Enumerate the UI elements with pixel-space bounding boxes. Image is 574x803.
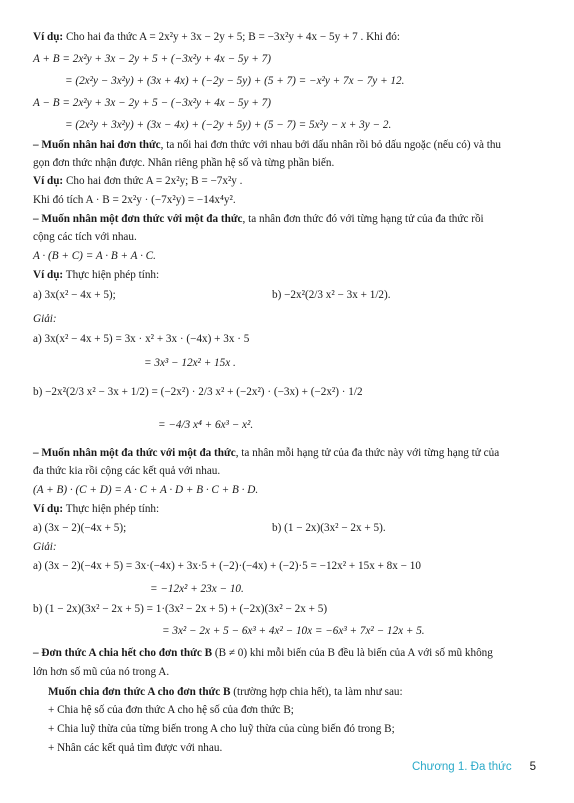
text-line-l16: Giải: [33, 313, 57, 325]
text-line-l35: + Chia hệ số của đơn thức A cho hệ số của đơn thức B; [48, 704, 294, 716]
text-line-l10: – Muốn nhân một đơn thức với một đa thức, ta nhân đơn thức đó với từng hạng tử của đa thức rồi [33, 213, 484, 225]
text-line-l28: a) (3x − 2)(−4x + 5) = 3x·(−4x) + 3x·5 + (−2)·(−4x) + (−2)·5 = −12x² + 15x + 8x − 10 [33, 560, 421, 572]
chapter-label: Chương 1. Đa thức [411, 761, 512, 773]
text-line-l03: = (2x²y − 3x²y) + (3x + 4x) + (−2y − 5y) + (5 + 7) = −x²y + 7x − 7y + 12. [65, 75, 405, 87]
text-line-l12: A · (B + C) = A · B + A · C. [33, 250, 156, 262]
text-line-l22: đa thức kia rồi cộng các kết quả với nhau. [33, 465, 221, 477]
page-number: 5 [529, 761, 536, 773]
text-line-l21: – Muốn nhân một đa thức với một đa thức, ta nhân mỗi hạng tử của đa thức này với từng hạng tử của [33, 447, 500, 459]
text-line-l20: = −4/3 x⁴ + 6x³ − x². [158, 419, 254, 431]
text-line-l06: – Muốn nhân hai đơn thức, ta nối hai đơn thức với nhau bởi dấu nhân rồi bỏ dấu ngoặc (nếu có) và thu [33, 139, 502, 151]
text-line-l30: b) (1 − 2x)(3x² − 2x + 5) = 1·(3x² − 2x + 5) + (−2x)(3x² − 2x + 5) [33, 603, 328, 615]
text-line-l14: a) 3x(x² − 4x + 5); [33, 289, 116, 301]
text-line-l09: Khi đó tích A · B = 2x²y · (−7x²y) = −14x⁴y². [33, 194, 236, 206]
text-line-l37: + Nhân các kết quả tìm được với nhau. [48, 742, 223, 754]
text-line-l32: – Đơn thức A chia hết cho đơn thức B (B ≠ 0) khi mỗi biến của B đều là biến của A với số mũ không [33, 647, 493, 659]
text-line-l08: Ví dụ: Cho hai đơn thức A = 2x²y; B = −7x²y . [33, 175, 243, 187]
text-line-l19: b) −2x²(2/3 x² − 3x + 1/2) = (−2x²) · 2/3 x² + (−2x²) · (−3x) + (−2x²) · 1/2 [33, 386, 363, 398]
text-line-l34: Muốn chia đơn thức A cho đơn thức B (trường hợp chia hết), ta làm như sau: [48, 686, 403, 698]
text-line-l11: cộng các tích với nhau. [33, 231, 137, 243]
text-line-l31: = 3x² − 2x + 5 − 6x³ + 4x² − 10x = −6x³ + 7x² − 12x + 5. [162, 625, 425, 637]
text-line-l15: b) −2x²(2/3 x² − 3x + 1/2). [272, 289, 391, 301]
text-line-l04: A − B = 2x²y + 3x − 2y + 5 − (−3x²y + 4x − 5y + 7) [33, 97, 271, 109]
text-line-l33: lớn hơn số mũ của nó trong A. [33, 666, 170, 678]
text-line-l07: gọn đơn thức nhận được. Nhân riêng phần hệ số và từng phần biến. [33, 157, 335, 169]
text-line-l23: (A + B) · (C + D) = A · C + A · D + B · C + B · D. [33, 484, 259, 496]
text-line-l25: a) (3x − 2)(−4x + 5); [33, 522, 127, 534]
text-line-l13: Ví dụ: Thực hiện phép tính: [33, 269, 160, 281]
text-line-l24: Ví dụ: Thực hiện phép tính: [33, 503, 160, 515]
text-line-l27: Giải: [33, 541, 57, 553]
text-line-l17: a) 3x(x² − 4x + 5) = 3x · x² + 3x · (−4x) + 3x · 5 [33, 333, 250, 345]
text-line-l29: = −12x² + 23x − 10. [150, 583, 244, 595]
text-line-l05: = (2x²y + 3x²y) + (3x − 4x) + (−2y + 5y) + (5 − 7) = 5x²y − x + 3y − 2. [65, 119, 392, 131]
text-line-l18: = 3x³ − 12x² + 15x . [144, 357, 236, 369]
text-line-l26: b) (1 − 2x)(3x² − 2x + 5). [272, 522, 386, 534]
text-line-l01: Ví dụ: Cho hai đa thức A = 2x²y + 3x − 2y + 5; B = −3x²y + 4x − 5y + 7 . Khi đó: [33, 31, 400, 43]
text-line-l36: + Chia luỹ thừa của từng biến trong A cho luỹ thừa của cùng biến đó trong B; [48, 723, 395, 735]
page-footer [412, 761, 536, 773]
text-line-l02: A + B = 2x²y + 3x − 2y + 5 + (−3x²y + 4x − 5y + 7) [33, 53, 271, 65]
